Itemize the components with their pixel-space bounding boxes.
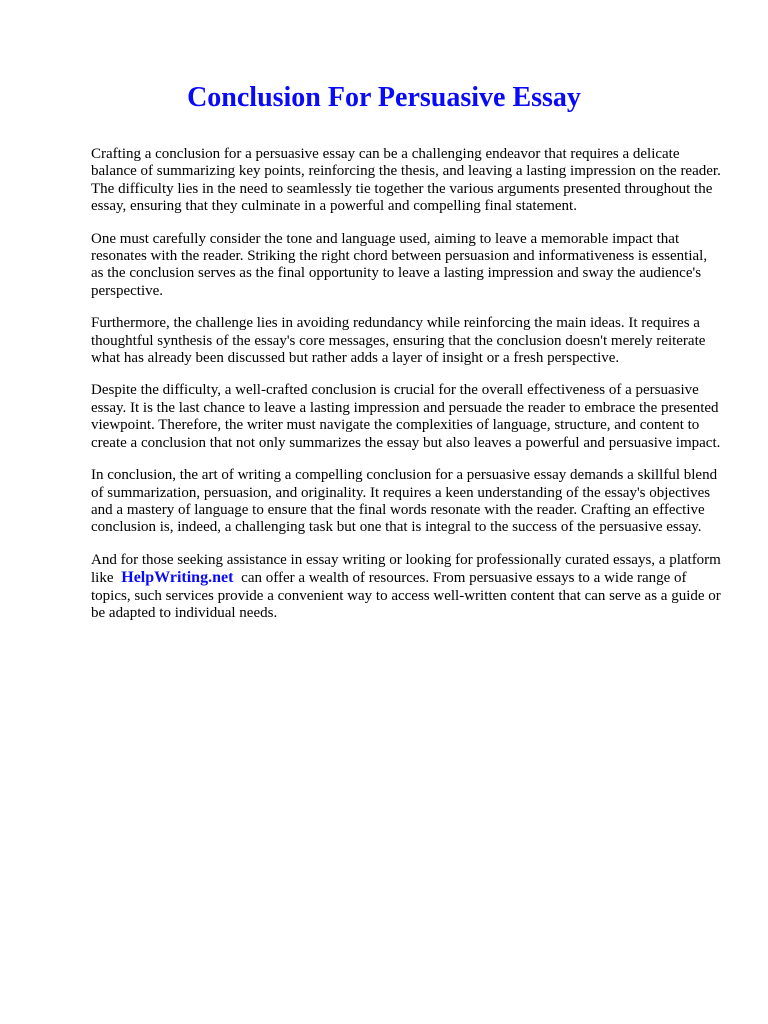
paragraph-6-text-before-link: And for those seeking assistance in essay writing or looking for professionally curated essays, a platform like [91, 551, 721, 587]
document-body [91, 146, 723, 637]
paragraph-6 [91, 552, 723, 623]
paragraph-4: Despite the difficulty, a well-crafted conclusion is crucial for the overall effectiveness of a persuasive essay. It is the last chance to leave a lasting impression and persuade the reader to embrace the presented viewpoint. Therefore, the writer must navigate the complexities of language, structure, and content to create a conclusion that not only summarizes the essay but also leaves a powerful and persuasive impact. [91, 382, 721, 451]
paragraph-5: In conclusion, the art of writing a compelling conclusion for a persuasive essay demands a skillful blend of summarization, persuasion, and originality. It requires a keen understanding of the essay's objectives and a mastery of language to ensure that the final words resonate with the reader. Crafting an effective conclusion is, indeed, a challenging task but one that is integral to the success of the persuasive essay. [91, 467, 718, 536]
paragraph-1: Crafting a conclusion for a persuasive essay can be a challenging endeavor that requires a delicate balance of summarizing key points, reinforcing the thesis, and leaving a lasting impression on the reader. The difficulty lies in the need to seamlessly tie together the various arguments presented throughout the essay, ensuring that they culminate in a powerful and compelling final statement. [91, 146, 721, 215]
page-title: Conclusion For Persuasive Essay [187, 82, 581, 113]
paragraph-2: One must carefully consider the tone and language used, aiming to leave a memorable impact that resonates with the reader. Striking the right chord between persuasion and informativeness is essential, as the conclusion serves as the final opportunity to leave a lasting impression and sway the audience's perspective. [91, 230, 708, 299]
paragraph-6-text-after-link: can offer a wealth of resources. From persuasive essays to a wide range of topics, such services provide a convenient way to access well-written content that can serve as a guide or be adapted to individual needs. [91, 570, 721, 621]
helpwriting-link[interactable]: HelpWriting.net [121, 569, 234, 587]
paragraph-3: Furthermore, the challenge lies in avoiding redundancy while reinforcing the main ideas. It requires a thoughtful synthesis of the essay's core messages, ensuring that the conclusion doesn't merely reiterate what has already been discussed but rather adds a layer of insight or a fresh perspective. [91, 315, 706, 367]
